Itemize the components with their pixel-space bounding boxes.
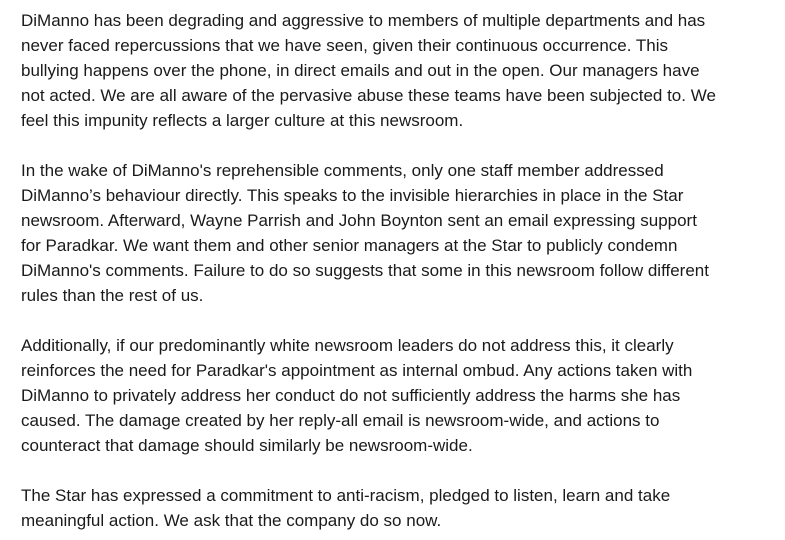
paragraph-ombud bbox=[21, 333, 765, 458]
text-line: DiManno’s behaviour directly. This speaks to the invisible hierarchies in place in the Star bbox=[21, 186, 684, 205]
text-line: DiManno's comments. Failure to do so suggests that some in this newsroom follow different bbox=[21, 261, 709, 280]
text-line: Additionally, if our predominantly white newsroom leaders do not address this, it clearly bbox=[21, 336, 674, 355]
text-line: caused. The damage created by her reply-all email is newsroom-wide, and actions to bbox=[21, 411, 660, 430]
text-line: feel this impunity reflects a larger culture at this newsroom. bbox=[21, 111, 464, 130]
text-line: newsroom. Afterward, Wayne Parrish and John Boynton sent an email expressing support bbox=[21, 211, 697, 230]
text-line: The Star has expressed a commitment to anti-racism, pledged to listen, learn and take bbox=[21, 486, 671, 505]
text-line: DiManno has been degrading and aggressive to members of multiple departments and has bbox=[21, 11, 706, 30]
paragraph-hierarchies bbox=[21, 158, 765, 308]
text-line: In the wake of DiManno's reprehensible comments, only one staff member addressed bbox=[21, 161, 664, 180]
text-line: reinforces the need for Paradkar's appointment as internal ombud. Any actions taken with bbox=[21, 361, 693, 380]
text-line: DiManno to privately address her conduct do not sufficiently address the harms she has bbox=[21, 386, 681, 405]
text-line: not acted. We are all aware of the pervasive abuse these teams have been subjected to. We bbox=[21, 86, 716, 105]
text-line: counteract that damage should similarly be newsroom-wide. bbox=[21, 436, 473, 455]
text-line: bullying happens over the phone, in direct emails and out in the open. Our managers have bbox=[21, 61, 700, 80]
text-line: rules than the rest of us. bbox=[21, 286, 204, 305]
text-line: meaningful action. We ask that the company do so now. bbox=[21, 511, 442, 530]
paragraph-commitment bbox=[21, 483, 765, 533]
text-line: for Paradkar. We want them and other senior managers at the Star to publicly condemn bbox=[21, 236, 678, 255]
paragraph-bullying bbox=[21, 8, 765, 133]
text-line: never faced repercussions that we have seen, given their continuous occurrence. This bbox=[21, 36, 668, 55]
